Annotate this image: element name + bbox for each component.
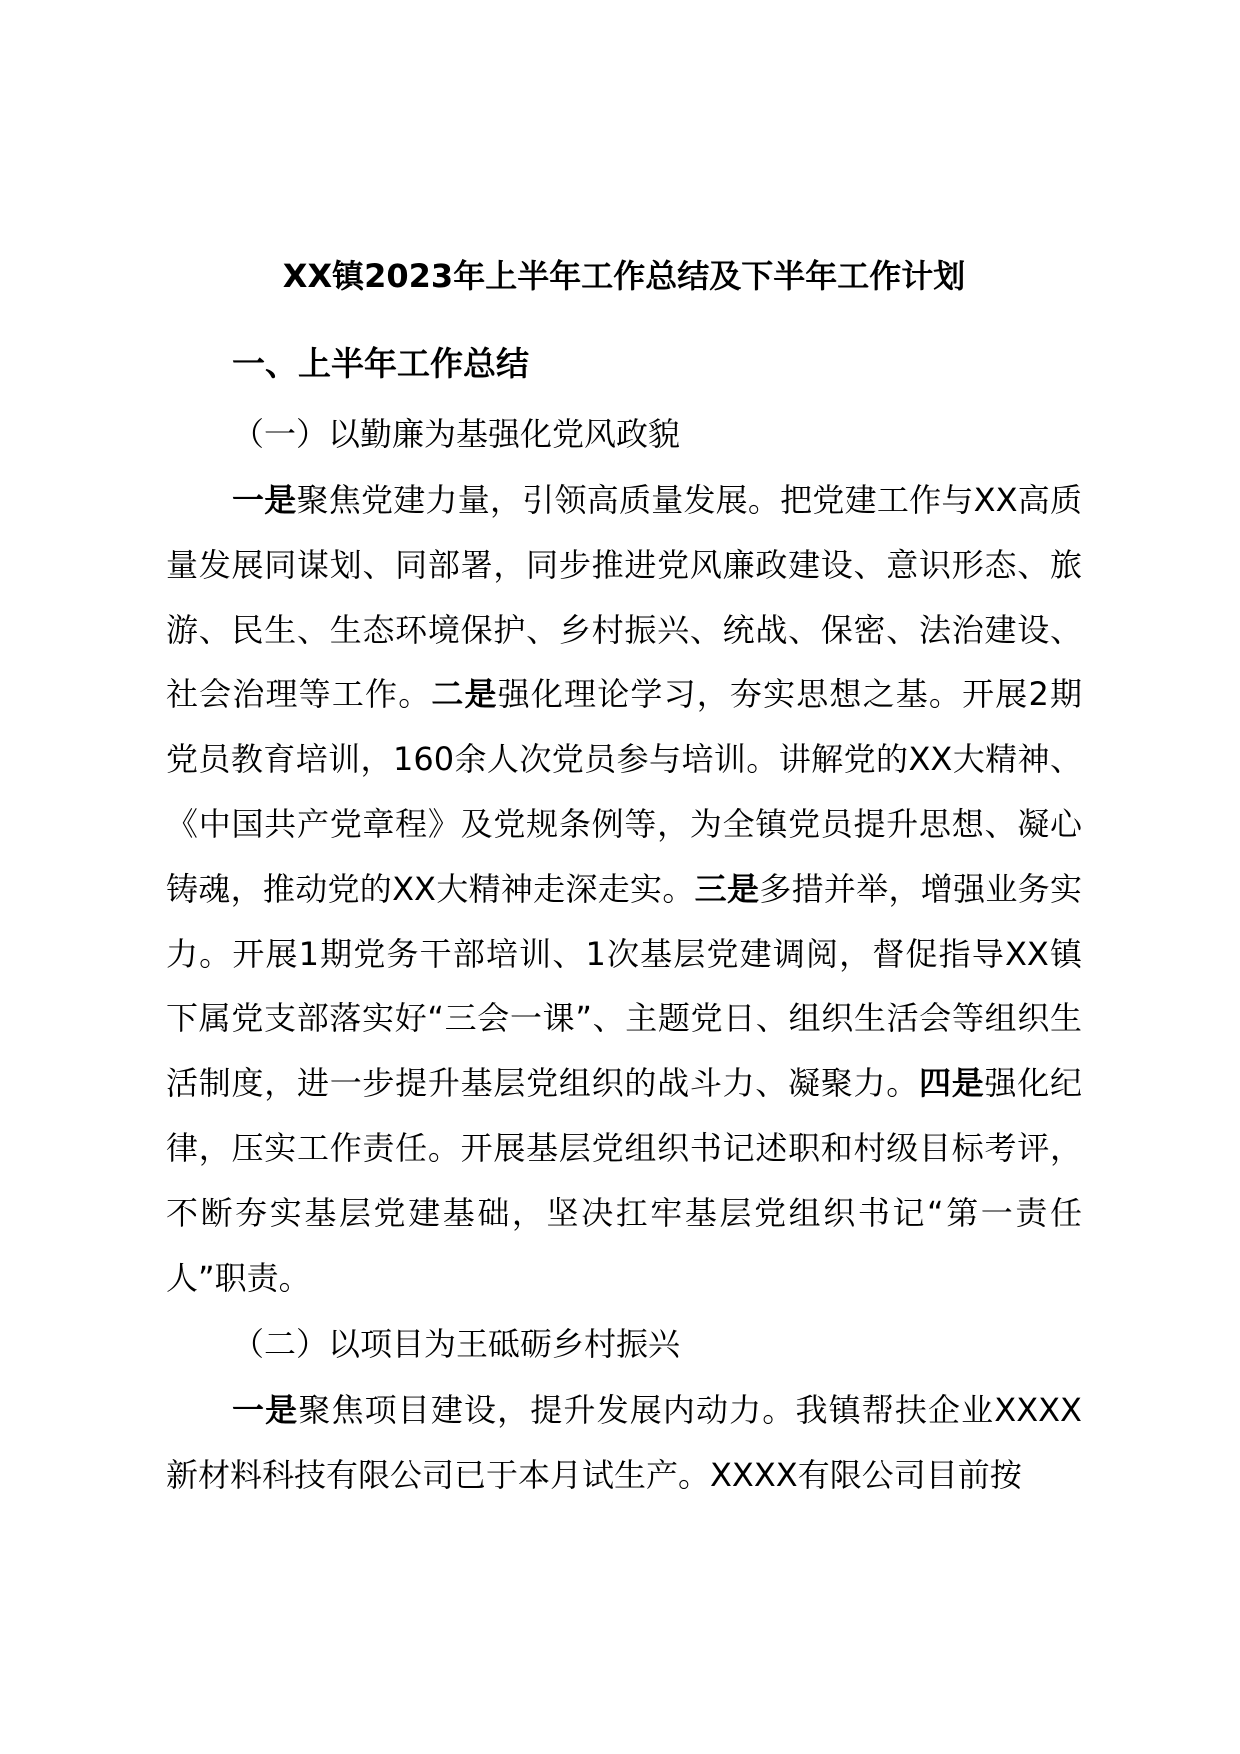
document-title: XX镇2023年上半年工作总结及下半年工作计划: [282, 257, 966, 295]
paragraph-text-projects-1: 聚焦项目建设，提升发展内动力。我镇帮扶企业XXXX新材料科技有限公司已于本月试生产。XXXX有限公司目前按: [166, 1391, 1082, 1495]
document-body: [166, 252, 1082, 1510]
paragraph-text-4: 强化纪律，压实工作责任。开展基层党组织书记述职和村级目标考评，不断夯实基层党建基础，坚决扛牢基层党组织书记“第一责任人”职责。: [166, 1064, 1082, 1297]
paragraph-text-2: 强化理论学习，夯实思想之基。开展2期党员教育培训，160余人次党员参与培训。讲解党的XX大精神、《中国共产党章程》及党规条例等，为全镇党员提升思想、凝心铸魂，推动党的XX大精神走深走实。: [166, 675, 1082, 908]
lead-marker-3: 三是: [694, 869, 760, 908]
paragraph-projects: [166, 1378, 1082, 1508]
paragraph-text-1: 聚焦党建力量，引领高质量发展。把党建工作与XX高质量发展同谋划、同部署，同步推进党风廉政建设、意识形态、旅游、民生、生态环境保护、乡村振兴、统战、保密、法治建设、社会治理等工作。: [166, 481, 1082, 714]
paragraph-text-3: 多措并举，增强业务实力。开展1期党务干部培训、1次基层党建调阅，督促指导XX镇下属党支部落实好“三会一课”、主题党日、组织生活会等组织生活制度，进一步提升基层党组织的战斗力、凝聚力。: [166, 869, 1082, 1103]
lead-marker-projects-1: 一是: [232, 1391, 299, 1430]
lead-marker-1: 一是: [232, 481, 297, 519]
lead-marker-4: 四是: [919, 1064, 985, 1103]
subsection-heading-projects: （二）以项目为王砥砺乡村振兴: [232, 1325, 681, 1364]
subsection-heading-integrity: （一）以勤廉为基强化党风政貌: [232, 415, 681, 453]
lead-marker-2: 二是: [431, 675, 498, 714]
section-heading-summary: 一、上半年工作总结: [232, 344, 529, 383]
paragraph-party-building: [166, 468, 1082, 1310]
